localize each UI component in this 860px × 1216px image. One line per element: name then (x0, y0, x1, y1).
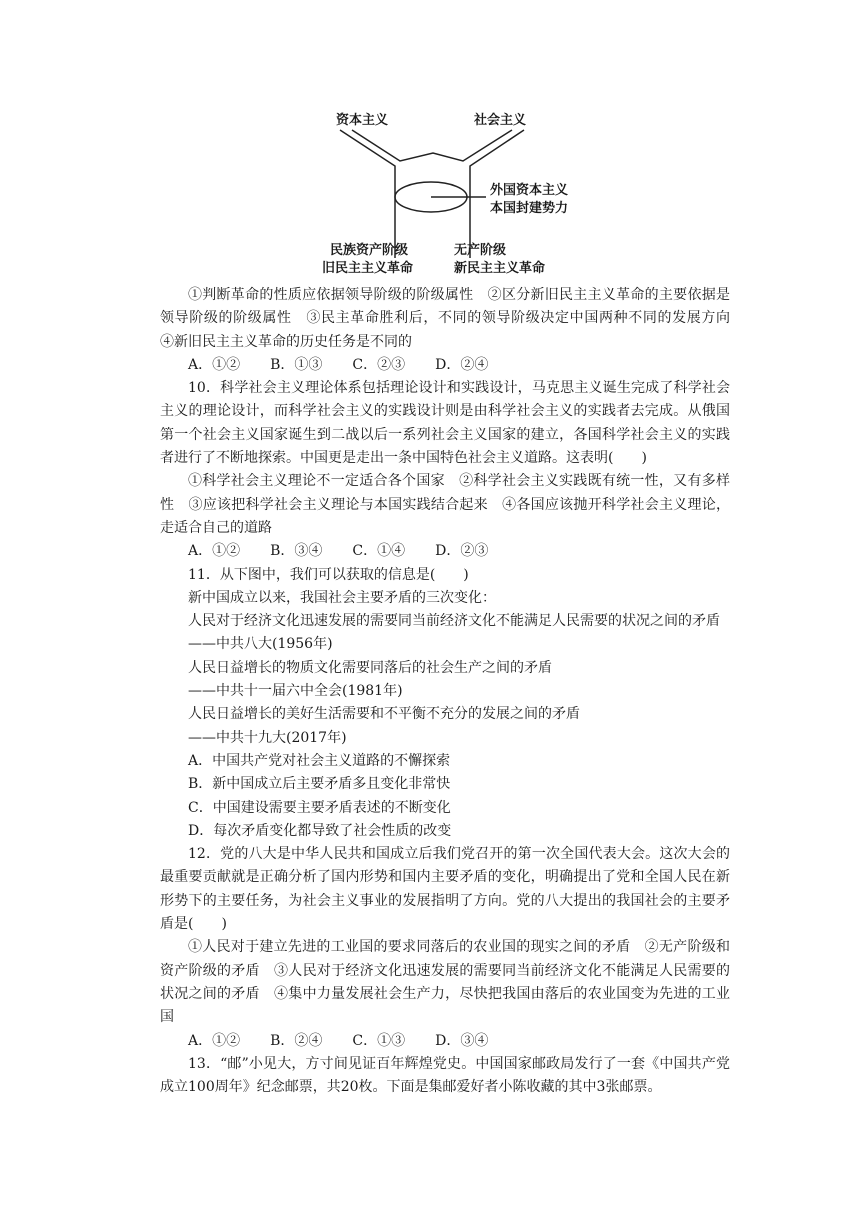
q9-option-d: D．②④ (435, 356, 489, 373)
q12-option-c: C．①③ (352, 1032, 406, 1049)
q10-option-b: B．③④ (270, 543, 323, 560)
q11-option-c: C．中国建设需要主要矛盾表述的不断变化 (188, 799, 451, 816)
q12-option-b: B．②④ (270, 1032, 323, 1049)
q13-stem: 13．“邮”小见大，方寸间见证百年辉煌党史。中国国家邮政局发行了一套《中国共产党成立100周年》纪念邮票，共20枚。下面是集邮爱好者小陈收藏的其中3张邮票。 (160, 1055, 730, 1096)
inner-v-line (352, 130, 512, 161)
q9-statements: ①判断革命的性质应依据领导阶级的阶级属性 ②区分新旧民主主义革命的主要依据是领导阶级的阶级属性 ③民主革命胜利后，不同的领导阶级决定中国两种不同的发展方向 ④新旧民主主义革命的历史任务是不同的 (160, 287, 744, 350)
q11-intro: 新中国成立以来，我国社会主要矛盾的三次变化： (188, 589, 496, 606)
label-foreign-capitalism: 外国资本主义 (490, 183, 569, 198)
q9-options (160, 354, 730, 377)
label-capitalism: 资本主义 (336, 113, 389, 128)
label-domestic-feudalism: 本国封建势力 (490, 201, 569, 216)
q12-statements: ①人民对于建立先进的工业国的要求同落后的农业国的现实之间的矛盾 ②无产阶级和资产阶级的矛盾 ③人民对于经济文化迅速发展的需要同当前经济文化不能满足人民需要的状况之间的矛盾 ④集中力量发展社会生产力，尽快把我国由落后的农业国变为先进的工业国 (160, 939, 730, 1026)
q9-option-a: A．①② (188, 356, 241, 373)
label-proletariat: 无产阶级 (454, 243, 507, 258)
label-new-democratic-revolution: 新民主主义革命 (454, 261, 546, 276)
q12-option-d: D．③④ (435, 1032, 489, 1049)
q11-source-1: ——中共八大(1956年) (188, 636, 333, 653)
label-national-bourgeoisie: 民族资产阶级 (330, 243, 409, 258)
question-content (160, 284, 744, 1099)
q11-option-a: A．中国共产党对社会主义道路的不懈探索 (188, 752, 451, 769)
q10-statements: ①科学社会主义理论不一定适合各个国家 ②科学社会主义实践既有统一性，又有多样性 ③应该把科学社会主义理论与本国实践结合起来 ④各国应该抛开科学社会主义理论，走适合自己的道路 (160, 473, 730, 536)
q10-option-d: D．②③ (435, 543, 489, 560)
q11-item-1: 人民对于经济文化迅速发展的需要同当前经济文化不能满足人民需要的状况之间的矛盾 (188, 613, 720, 630)
q10-options (160, 540, 730, 563)
q12-stem: 12．党的八大是中华人民共和国成立后我们党召开的第一次全国代表大会。这次大会的最重要贡献就是正确分析了国内形势和国内主要矛盾的变化，明确提出了党和全国人民在新形势下的主要任务，为社会主义事业的发展指明了方向。党的八大提出的我国社会的主要矛盾是( ) (160, 846, 730, 933)
q9-option-b: B．①③ (270, 356, 323, 373)
q11-stem: 11．从下图中，我们可以获取的信息是( ) (188, 566, 469, 583)
q11-item-2: 人民日益增长的物质文化需要同落后的社会生产之间的矛盾 (188, 659, 552, 676)
q9-option-c: C．②③ (352, 356, 406, 373)
q10-stem: 10．科学社会主义理论体系包括理论设计和实践设计，马克思主义诞生完成了科学社会主义的理论设计，而科学社会主义的实践设计则是由科学社会主义的实践者去完成。从俄国第一个社会主义国家诞生到二战以后一系列社会主义国家的建立，各国科学社会主义的实践者进行了不断地探索。中国更是走出一条中国特色社会主义道路。这表明( ) (160, 380, 730, 467)
q10-option-c: C．①④ (352, 543, 406, 560)
q11-source-3: ——中共十九大(2017年) (188, 729, 347, 746)
q12-option-a: A．①② (188, 1032, 241, 1049)
q12-options (160, 1030, 730, 1053)
q11-option-b: B．新中国成立后主要矛盾多且变化非常快 (188, 776, 451, 793)
q10-option-a: A．①② (188, 543, 241, 560)
left-outer-line (340, 130, 395, 258)
label-socialism: 社会主义 (474, 113, 527, 128)
label-old-democratic-revolution: 旧民主主义革命 (322, 261, 414, 276)
q11-item-3: 人民日益增长的美好生活需要和不平衡不充分的发展之间的矛盾 (188, 706, 580, 723)
q11-option-d: D．每次矛盾变化都导致了社会性质的改变 (188, 822, 452, 839)
contradiction-diagram (300, 108, 570, 278)
q11-source-2: ——中共十一届六中全会(1981年) (188, 683, 403, 700)
